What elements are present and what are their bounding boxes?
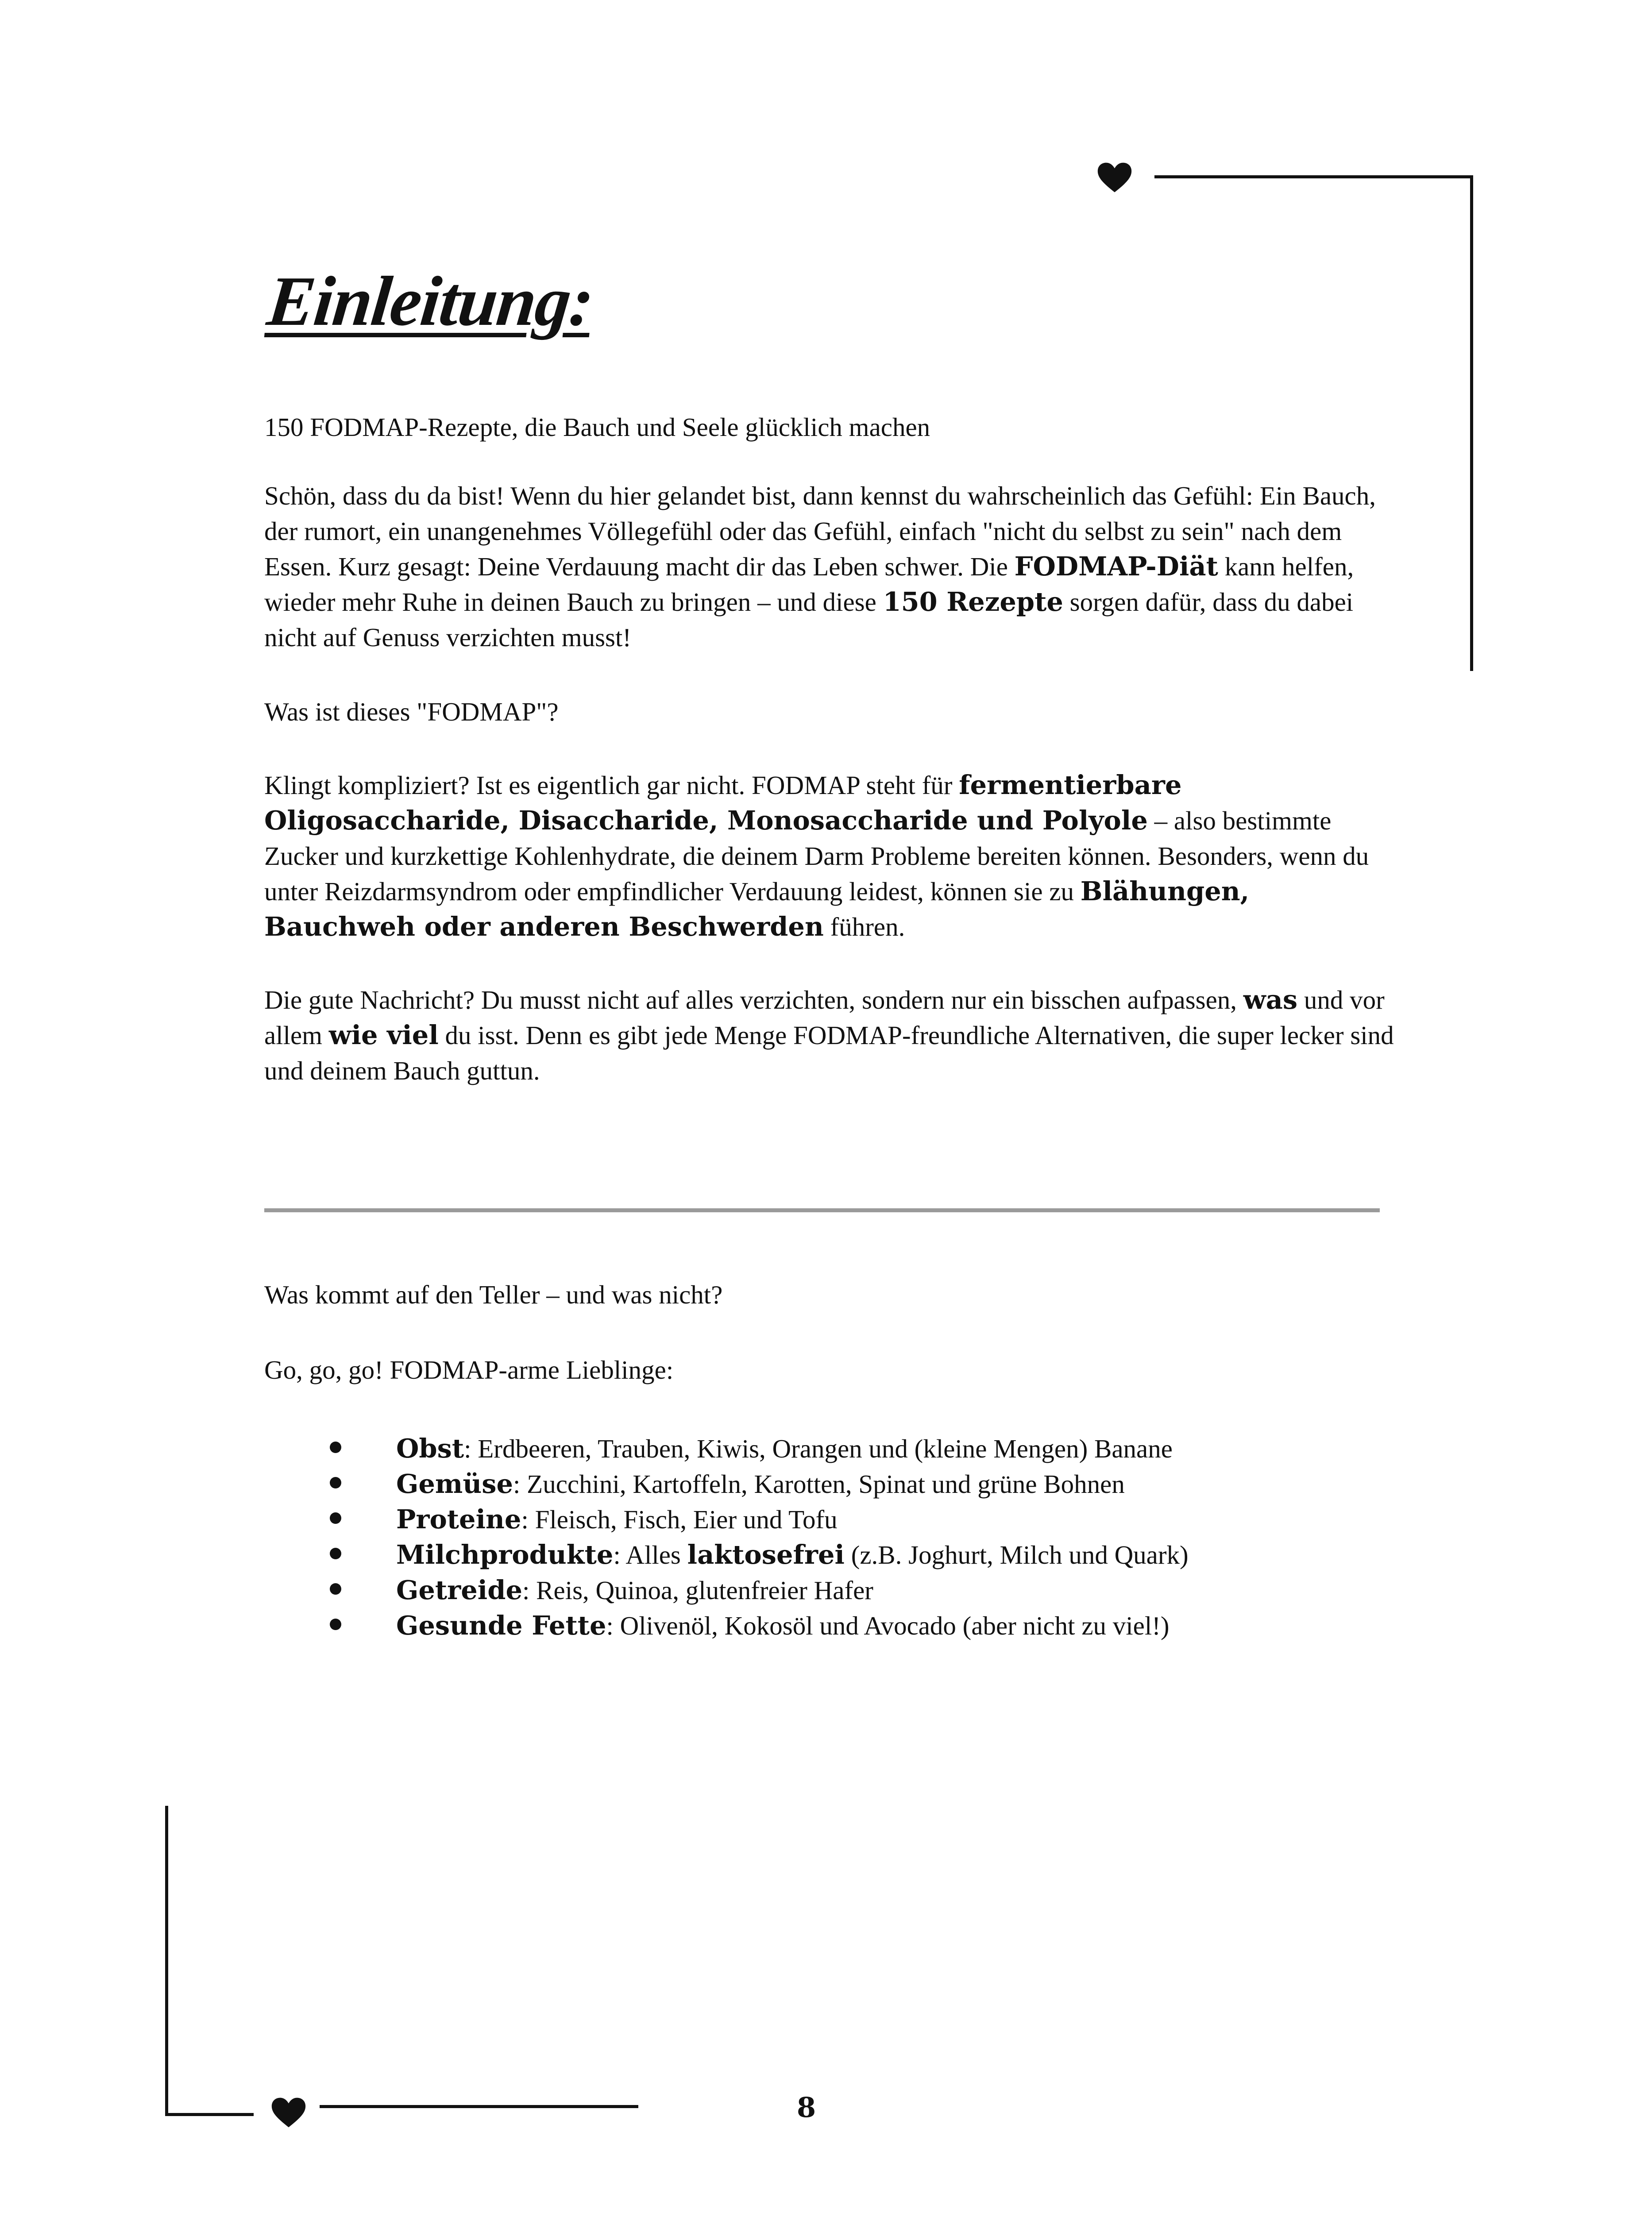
bullet-icon	[330, 1512, 341, 1524]
bullet-icon	[330, 1583, 341, 1595]
page-title: Einleitung:	[264, 262, 597, 340]
teller-question: Was kommt auf den Teller – und was nicht?	[264, 1280, 723, 1309]
food-list	[264, 1431, 1397, 1643]
good-news-paragraph: Die gute Nachricht? Du musst nicht auf alles verzichten, sondern nur ein bisschen aufpassen, was und vor allem wie viel du isst. Denn es gibt jede Menge FODMAP-freundliche Alternativen, die super lecker sind und deinem Bauch guttun.	[264, 984, 1394, 1085]
bullet-icon	[330, 1442, 341, 1453]
explanation-paragraph: Klingt kompliziert? Ist es eigentlich gar nicht. FODMAP steht für fermentierbare Oligosaccharide, Disaccharide, Monosaccharide und Polyole – also bestimmte Zucker und kurzkettige Kohlenhydrate, die deinem Darm Probleme bereiten können. Besonders, wenn du unter Reizdarmsyndrom oder empfindlicher Verdauung leidest, können sie zu Blähungen, Bauchweh oder anderen Beschwerden führen.	[264, 770, 1369, 942]
food-section	[264, 1277, 1397, 1643]
question-heading: Was ist dieses "FODMAP"?	[264, 697, 559, 726]
bottom-heart-icon	[271, 2097, 306, 2128]
page-number: 8	[797, 2091, 816, 2124]
list-item: Getreide: Reis, Quinoa, glutenfreier Hafer	[264, 1573, 1397, 1608]
list-item: Milchprodukte: Alles laktosefrei (z.B. Joghurt, Milch und Quark)	[264, 1537, 1397, 1573]
list-item: Gemüse: Zucchini, Kartoffeln, Karotten, Spinat und grüne Bohnen	[264, 1466, 1397, 1502]
list-item: Obst: Erdbeeren, Trauben, Kiwis, Orangen und (kleine Mengen) Banane	[264, 1431, 1397, 1466]
bullet-icon	[330, 1619, 341, 1630]
bottom-right-frame-line	[320, 2105, 638, 2108]
list-item: Gesunde Fette: Olivenöl, Kokosöl und Avocado (aber nicht zu viel!)	[264, 1608, 1397, 1643]
main-content	[264, 262, 1397, 1088]
bullet-icon	[330, 1477, 341, 1488]
intro-paragraph: Schön, dass du da bist! Wenn du hier gelandet bist, dann kennst du wahrscheinlich das Gefühl: Ein Bauch, der rumort, ein unangenehmes Völlegefühl oder das Gefühl, einfach "nicht du selbst zu sein" nach dem Essen. Kurz gesagt: Deine Verdauung macht dir das Leben schwer. Die FODMAP-Diät kann helfen, wieder mehr Ruhe in deinen Bauch zu bringen – und diese 150 Rezepte sorgen dafür, dass du dabei nicht auf Genuss verzichten musst!	[264, 481, 1376, 652]
right-frame-line	[1470, 175, 1473, 671]
bullet-icon	[330, 1548, 341, 1559]
list-item: Proteine: Fleisch, Fisch, Eier und Tofu	[264, 1502, 1397, 1537]
bottom-left-frame-line	[165, 2113, 254, 2116]
top-frame-line	[1154, 175, 1473, 178]
go-heading: Go, go, go! FODMAP-arme Lieblinge:	[264, 1355, 674, 1384]
subtitle: 150 FODMAP-Rezepte, die Bauch und Seele glücklich machen	[264, 413, 930, 442]
section-divider	[264, 1208, 1380, 1212]
left-frame-line	[165, 1806, 168, 2116]
top-heart-icon	[1097, 162, 1132, 193]
